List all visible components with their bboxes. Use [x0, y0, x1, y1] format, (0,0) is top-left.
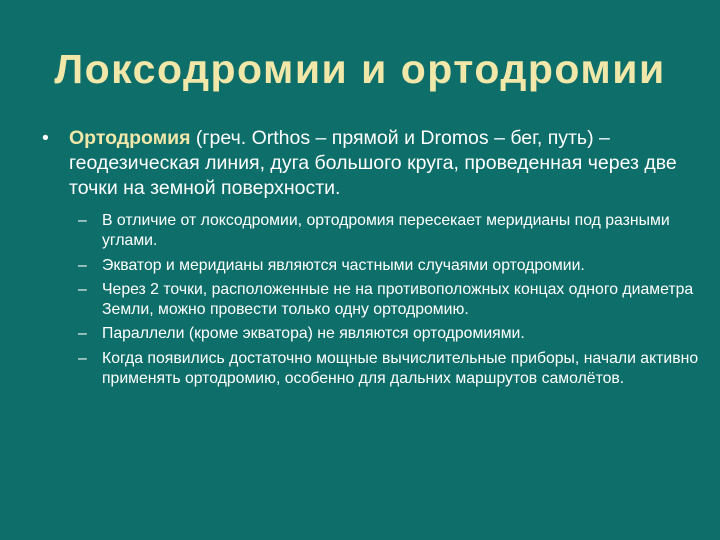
- bullet-definition: (греч. Orthos – прямой и Dromos – бег, путь) – геодезическая линия, дуга большого круга, проведенная через две точки на земной поверхности.: [69, 127, 677, 199]
- sub-bullet-marker: –: [78, 325, 87, 343]
- bullet-text: [69, 126, 709, 201]
- sub-bullet-item: [78, 256, 718, 276]
- main-bullet: [42, 126, 712, 201]
- sub-bullet-item: [78, 280, 718, 321]
- sub-bullet-text: Экватор и меридианы являются частными случаями ортодромии.: [102, 256, 585, 274]
- sub-bullet-marker: –: [78, 349, 87, 367]
- sub-bullet-text: Когда появились достаточно мощные вычислительные приборы, начали активно применять ортодромию, особенно для дальних маршрутов самолётов.: [102, 349, 699, 388]
- sub-bullet-marker: –: [78, 280, 87, 298]
- sub-bullet-text: Через 2 точки, расположенные не на противоположных концах одного диаметра Земли, можно провести только одну ортодромию.: [102, 280, 694, 319]
- sub-bullet-marker: –: [78, 256, 87, 274]
- sub-bullet-text: В отличие от локсодромии, ортодромия пересекает меридианы под разными углами.: [102, 212, 670, 250]
- bullet-term: Ортодромия: [69, 127, 191, 149]
- sub-bullet-text: Параллели (кроме экватора) не являются ортодромиями.: [102, 325, 525, 343]
- sub-bullet-marker: –: [78, 212, 87, 229]
- sub-bullet-item: [78, 349, 718, 390]
- slide-title: Локсодромии и ортодромии: [54, 46, 666, 92]
- sub-bullet-list: [78, 211, 718, 393]
- sub-bullet-item: [78, 211, 718, 252]
- sub-bullet-item: [78, 324, 718, 344]
- bullet-marker: •: [42, 127, 49, 149]
